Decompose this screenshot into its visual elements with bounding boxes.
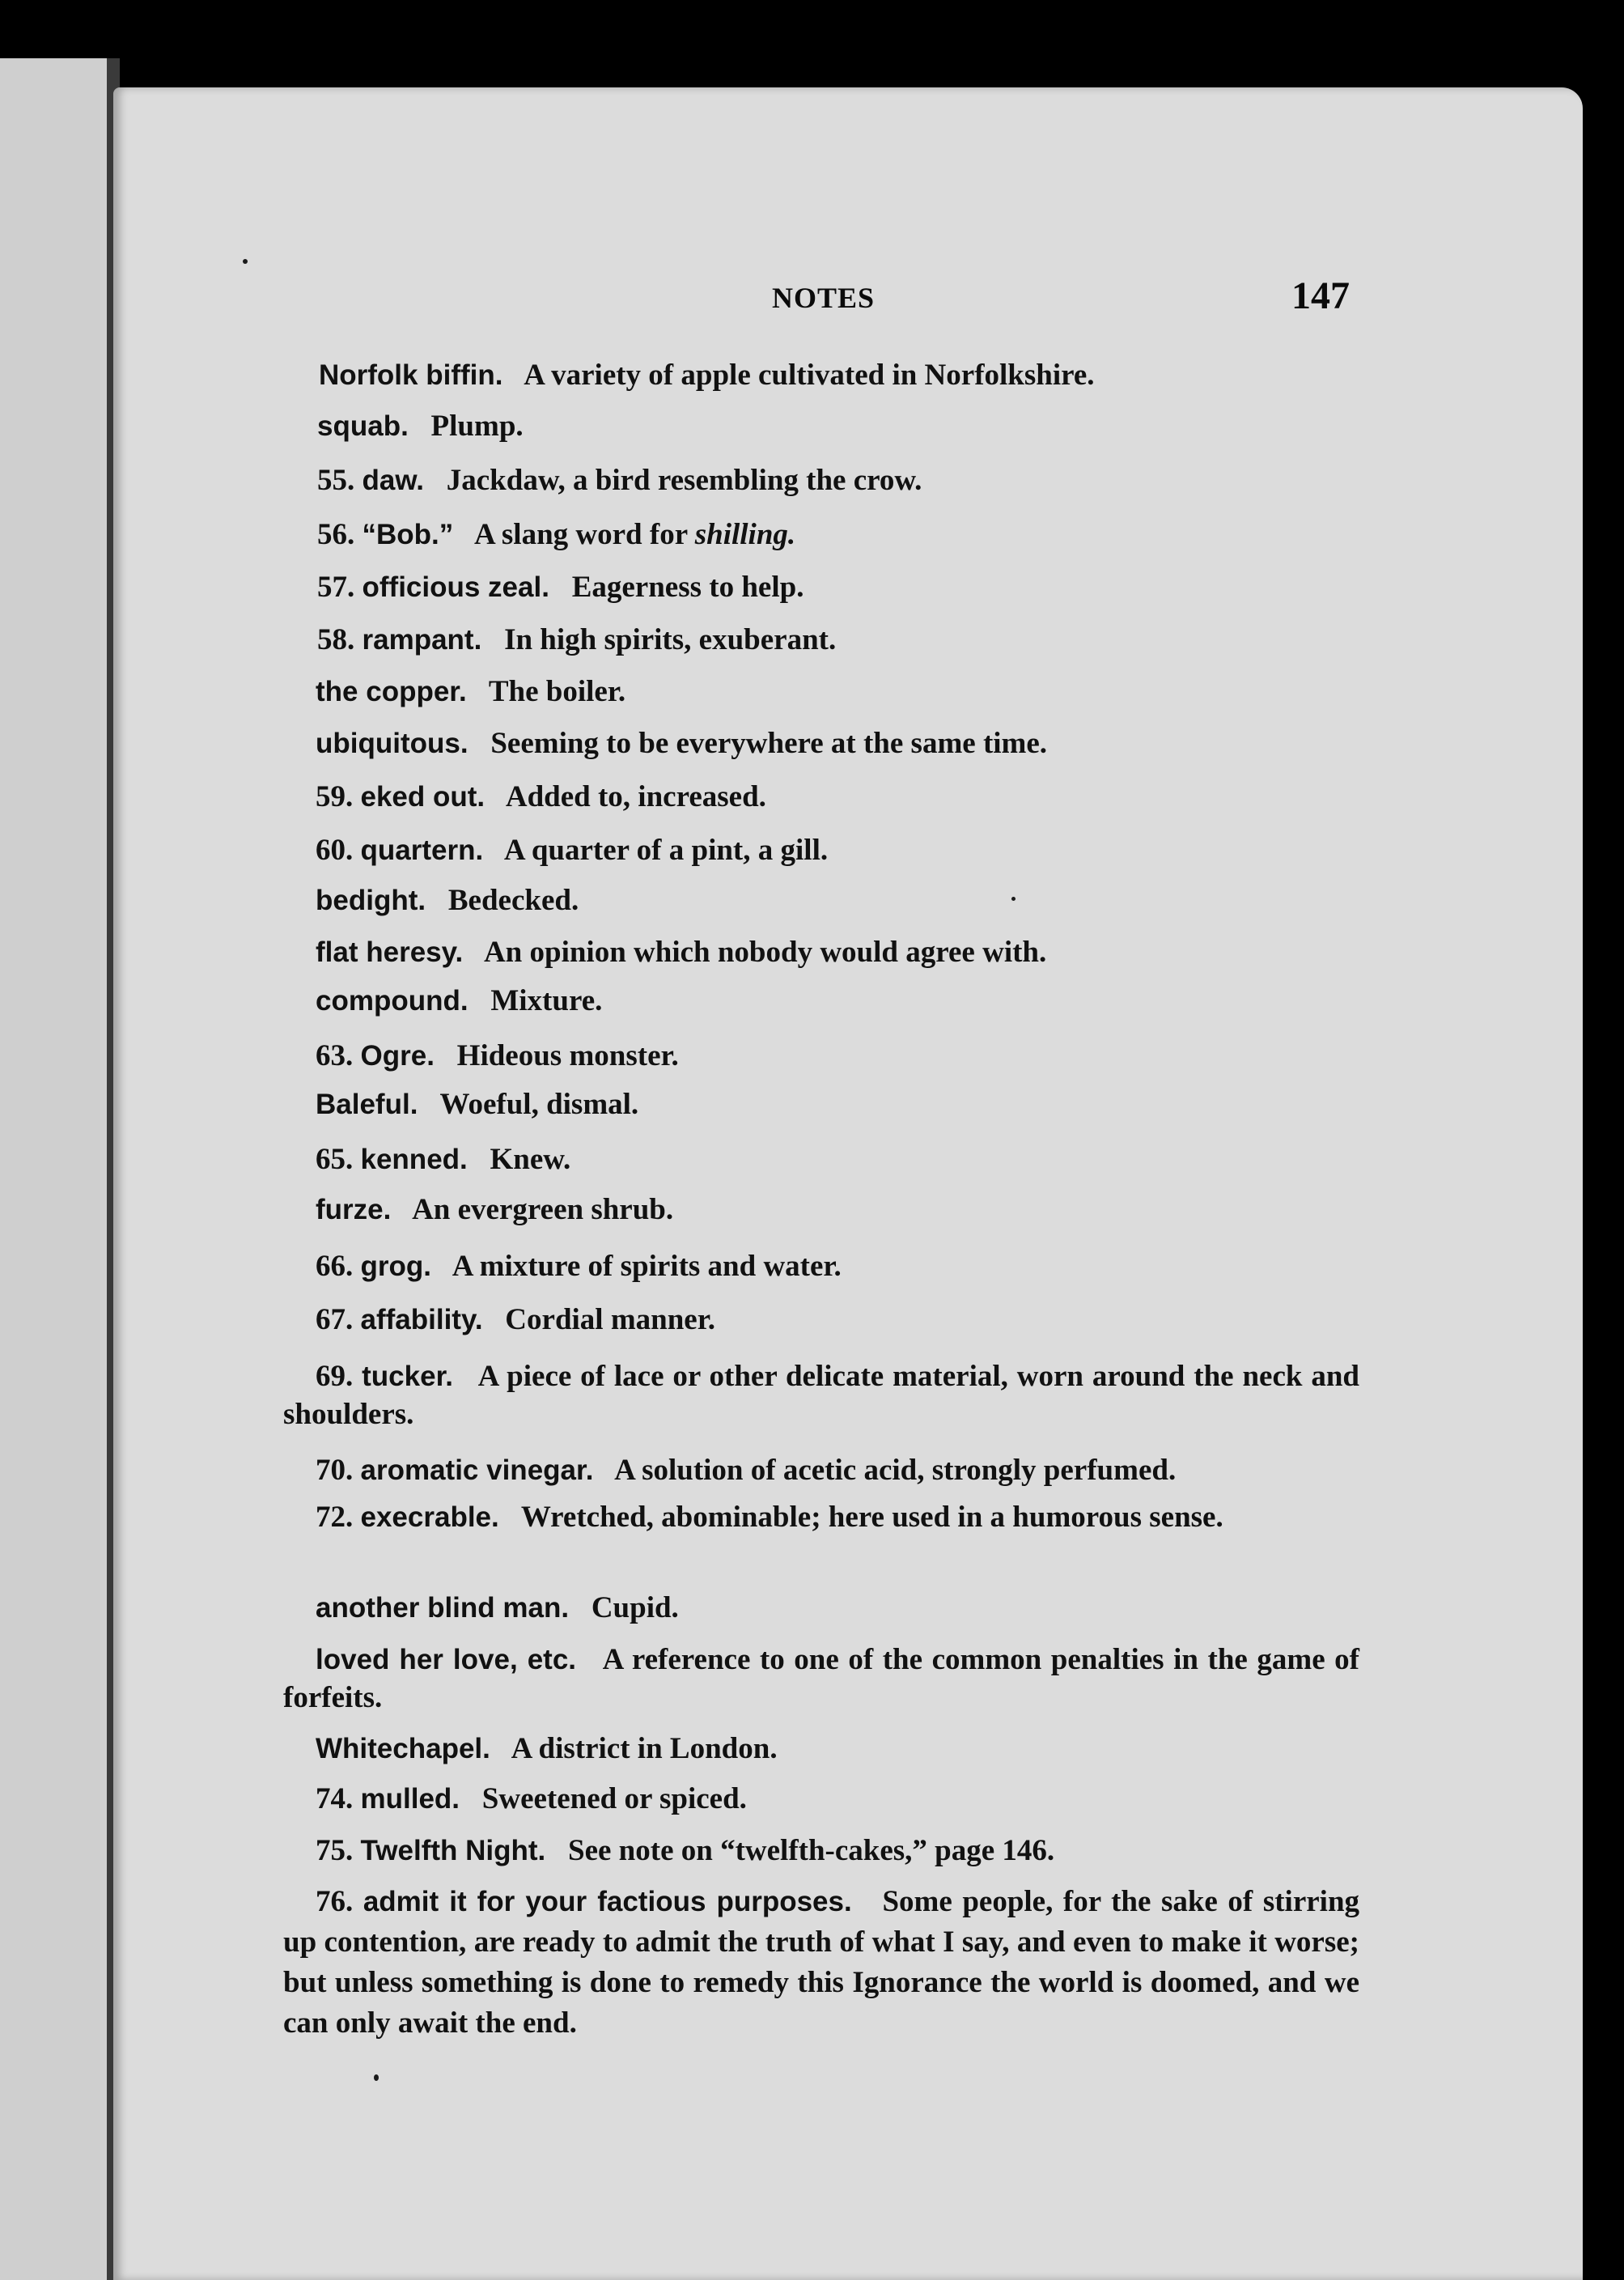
note-entry [316, 933, 1392, 971]
note-term: Norfolk biffin. [319, 359, 503, 391]
note-definition-italic: shilling. [694, 518, 796, 551]
note-definition: Cordial manner. [505, 1303, 716, 1336]
note-term: loved her love, etc. [316, 1644, 577, 1675]
note-definition: Plump. [430, 410, 524, 443]
note-number: 74. [316, 1782, 354, 1815]
note-entry [316, 1191, 1392, 1229]
note-entry [316, 1140, 1392, 1178]
note-definition: Knew. [490, 1143, 571, 1176]
note-entry [316, 982, 1392, 1020]
note-definition: A slang word for [473, 518, 688, 551]
note-term: compound. [316, 985, 469, 1017]
note-term: Whitechapel. [316, 1733, 490, 1764]
facing-page-edge [0, 58, 115, 2280]
note-definition: Wretched, abominable; here used in a humorous sense. [520, 1501, 1223, 1534]
note-entry [316, 778, 1392, 816]
note-term: rampant. [362, 624, 482, 656]
note-definition: An opinion which nobody would agree with. [483, 936, 1047, 969]
note-term: the copper. [316, 676, 467, 707]
note-entry [316, 1730, 1392, 1768]
note-entry [283, 1641, 1359, 1717]
note-entry [317, 461, 1393, 499]
note-definition: In high spirits, exuberant. [504, 623, 837, 656]
note-definition: A quarter of a pint, a gill. [503, 834, 829, 867]
note-entry [316, 1451, 1392, 1489]
note-entry [317, 568, 1393, 606]
note-definition: Woeful, dismal. [439, 1088, 639, 1121]
scan-speck [243, 259, 248, 264]
note-term: tucker. [362, 1361, 453, 1392]
note-entry [319, 356, 1395, 394]
note-term: aromatic vinegar. [360, 1454, 594, 1486]
note-entry [317, 407, 1393, 445]
note-entry [283, 1498, 1359, 1536]
note-entry [316, 1832, 1392, 1870]
note-number: 56. [317, 518, 355, 551]
note-definition: Some people, for the sake of stirring up contention, are ready to admit the truth of what I say, and even to make it worse; but unless something is done to remedy this Ignorance the world is doomed, and we can only await the end. [283, 1885, 1360, 2040]
note-number: 59. [316, 780, 354, 813]
note-number: 60. [316, 834, 354, 867]
note-entry [316, 1037, 1392, 1075]
note-definition: Mixture. [490, 984, 603, 1017]
note-entry [316, 1085, 1392, 1123]
note-number: 58. [317, 623, 355, 656]
note-entry [316, 724, 1392, 762]
note-definition: A solution of acetic acid, strongly perfumed. [614, 1454, 1177, 1487]
note-term: affability. [360, 1304, 483, 1335]
note-definition: Jackdaw, a bird resembling the crow. [446, 464, 922, 497]
note-definition: Eagerness to help. [571, 571, 804, 604]
note-number: 69. [316, 1360, 354, 1393]
note-term: grog. [360, 1250, 431, 1282]
scan-speck [374, 2074, 379, 2081]
note-number: 72. [316, 1501, 354, 1534]
note-definition: Added to, increased. [505, 780, 766, 813]
note-number: 70. [316, 1454, 354, 1487]
running-head: NOTES [772, 282, 876, 314]
note-term: flat heresy. [316, 936, 464, 968]
note-term: squab. [317, 410, 409, 442]
note-entry [316, 673, 1392, 711]
note-term: Ogre. [360, 1040, 435, 1072]
note-term: Twelfth Night. [360, 1835, 546, 1866]
note-number: 57. [317, 571, 355, 604]
note-term: quartern. [360, 834, 484, 866]
note-term: mulled. [360, 1783, 460, 1815]
note-term: Baleful. [316, 1089, 418, 1120]
note-definition: The boiler. [488, 675, 626, 708]
note-term: execrable. [360, 1501, 499, 1533]
note-number: 55. [317, 464, 355, 497]
note-definition: See note on “twelfth-cakes,” page 146. [568, 1834, 1055, 1867]
note-number: 76. [316, 1885, 354, 1918]
note-definition: A variety of apple cultivated in Norfolkshire. [524, 359, 1095, 392]
note-term: bedight. [316, 885, 426, 916]
note-term: furze. [316, 1194, 392, 1225]
note-definition: A reference to one of the common penalties in the game of forfeits. [283, 1643, 1360, 1714]
page-number: 147 [1291, 274, 1350, 317]
note-definition: Sweetened or spiced. [481, 1782, 747, 1815]
note-entry [316, 1301, 1392, 1339]
note-entry [283, 1357, 1359, 1433]
note-number: 67. [316, 1303, 354, 1336]
note-number: 66. [316, 1250, 354, 1283]
note-number: 63. [316, 1039, 354, 1072]
note-definition: A mixture of spirits and water. [452, 1250, 842, 1283]
note-entry [316, 1780, 1392, 1818]
note-entry [283, 1882, 1359, 2044]
note-term: kenned. [360, 1144, 468, 1175]
note-term: “Bob.” [362, 519, 454, 550]
note-term: officious zeal. [362, 571, 549, 603]
note-definition: A district in London. [511, 1732, 778, 1765]
note-term: ubiquitous. [316, 728, 469, 759]
note-definition: Bedecked. [447, 884, 579, 917]
note-entry [316, 1589, 1392, 1627]
note-term: admit it for your factious purposes. [363, 1886, 852, 1917]
note-term: eked out. [360, 781, 486, 813]
note-definition: Hideous monster. [456, 1039, 679, 1072]
note-number: 75. [316, 1834, 354, 1867]
note-definition: An evergreen shrub. [412, 1193, 674, 1226]
note-entry [316, 831, 1392, 869]
note-term: daw. [362, 465, 424, 496]
note-definition: A piece of lace or other delicate material, worn around the neck and shoulders. [283, 1360, 1359, 1431]
note-entry [316, 1247, 1392, 1285]
note-definition: Seeming to be everywhere at the same time. [490, 727, 1048, 760]
note-entry [317, 621, 1393, 659]
note-definition: Cupid. [591, 1591, 679, 1624]
note-entry [316, 881, 1392, 919]
note-entry [317, 516, 1393, 554]
note-number: 65. [316, 1143, 354, 1176]
note-term: another blind man. [316, 1592, 570, 1624]
